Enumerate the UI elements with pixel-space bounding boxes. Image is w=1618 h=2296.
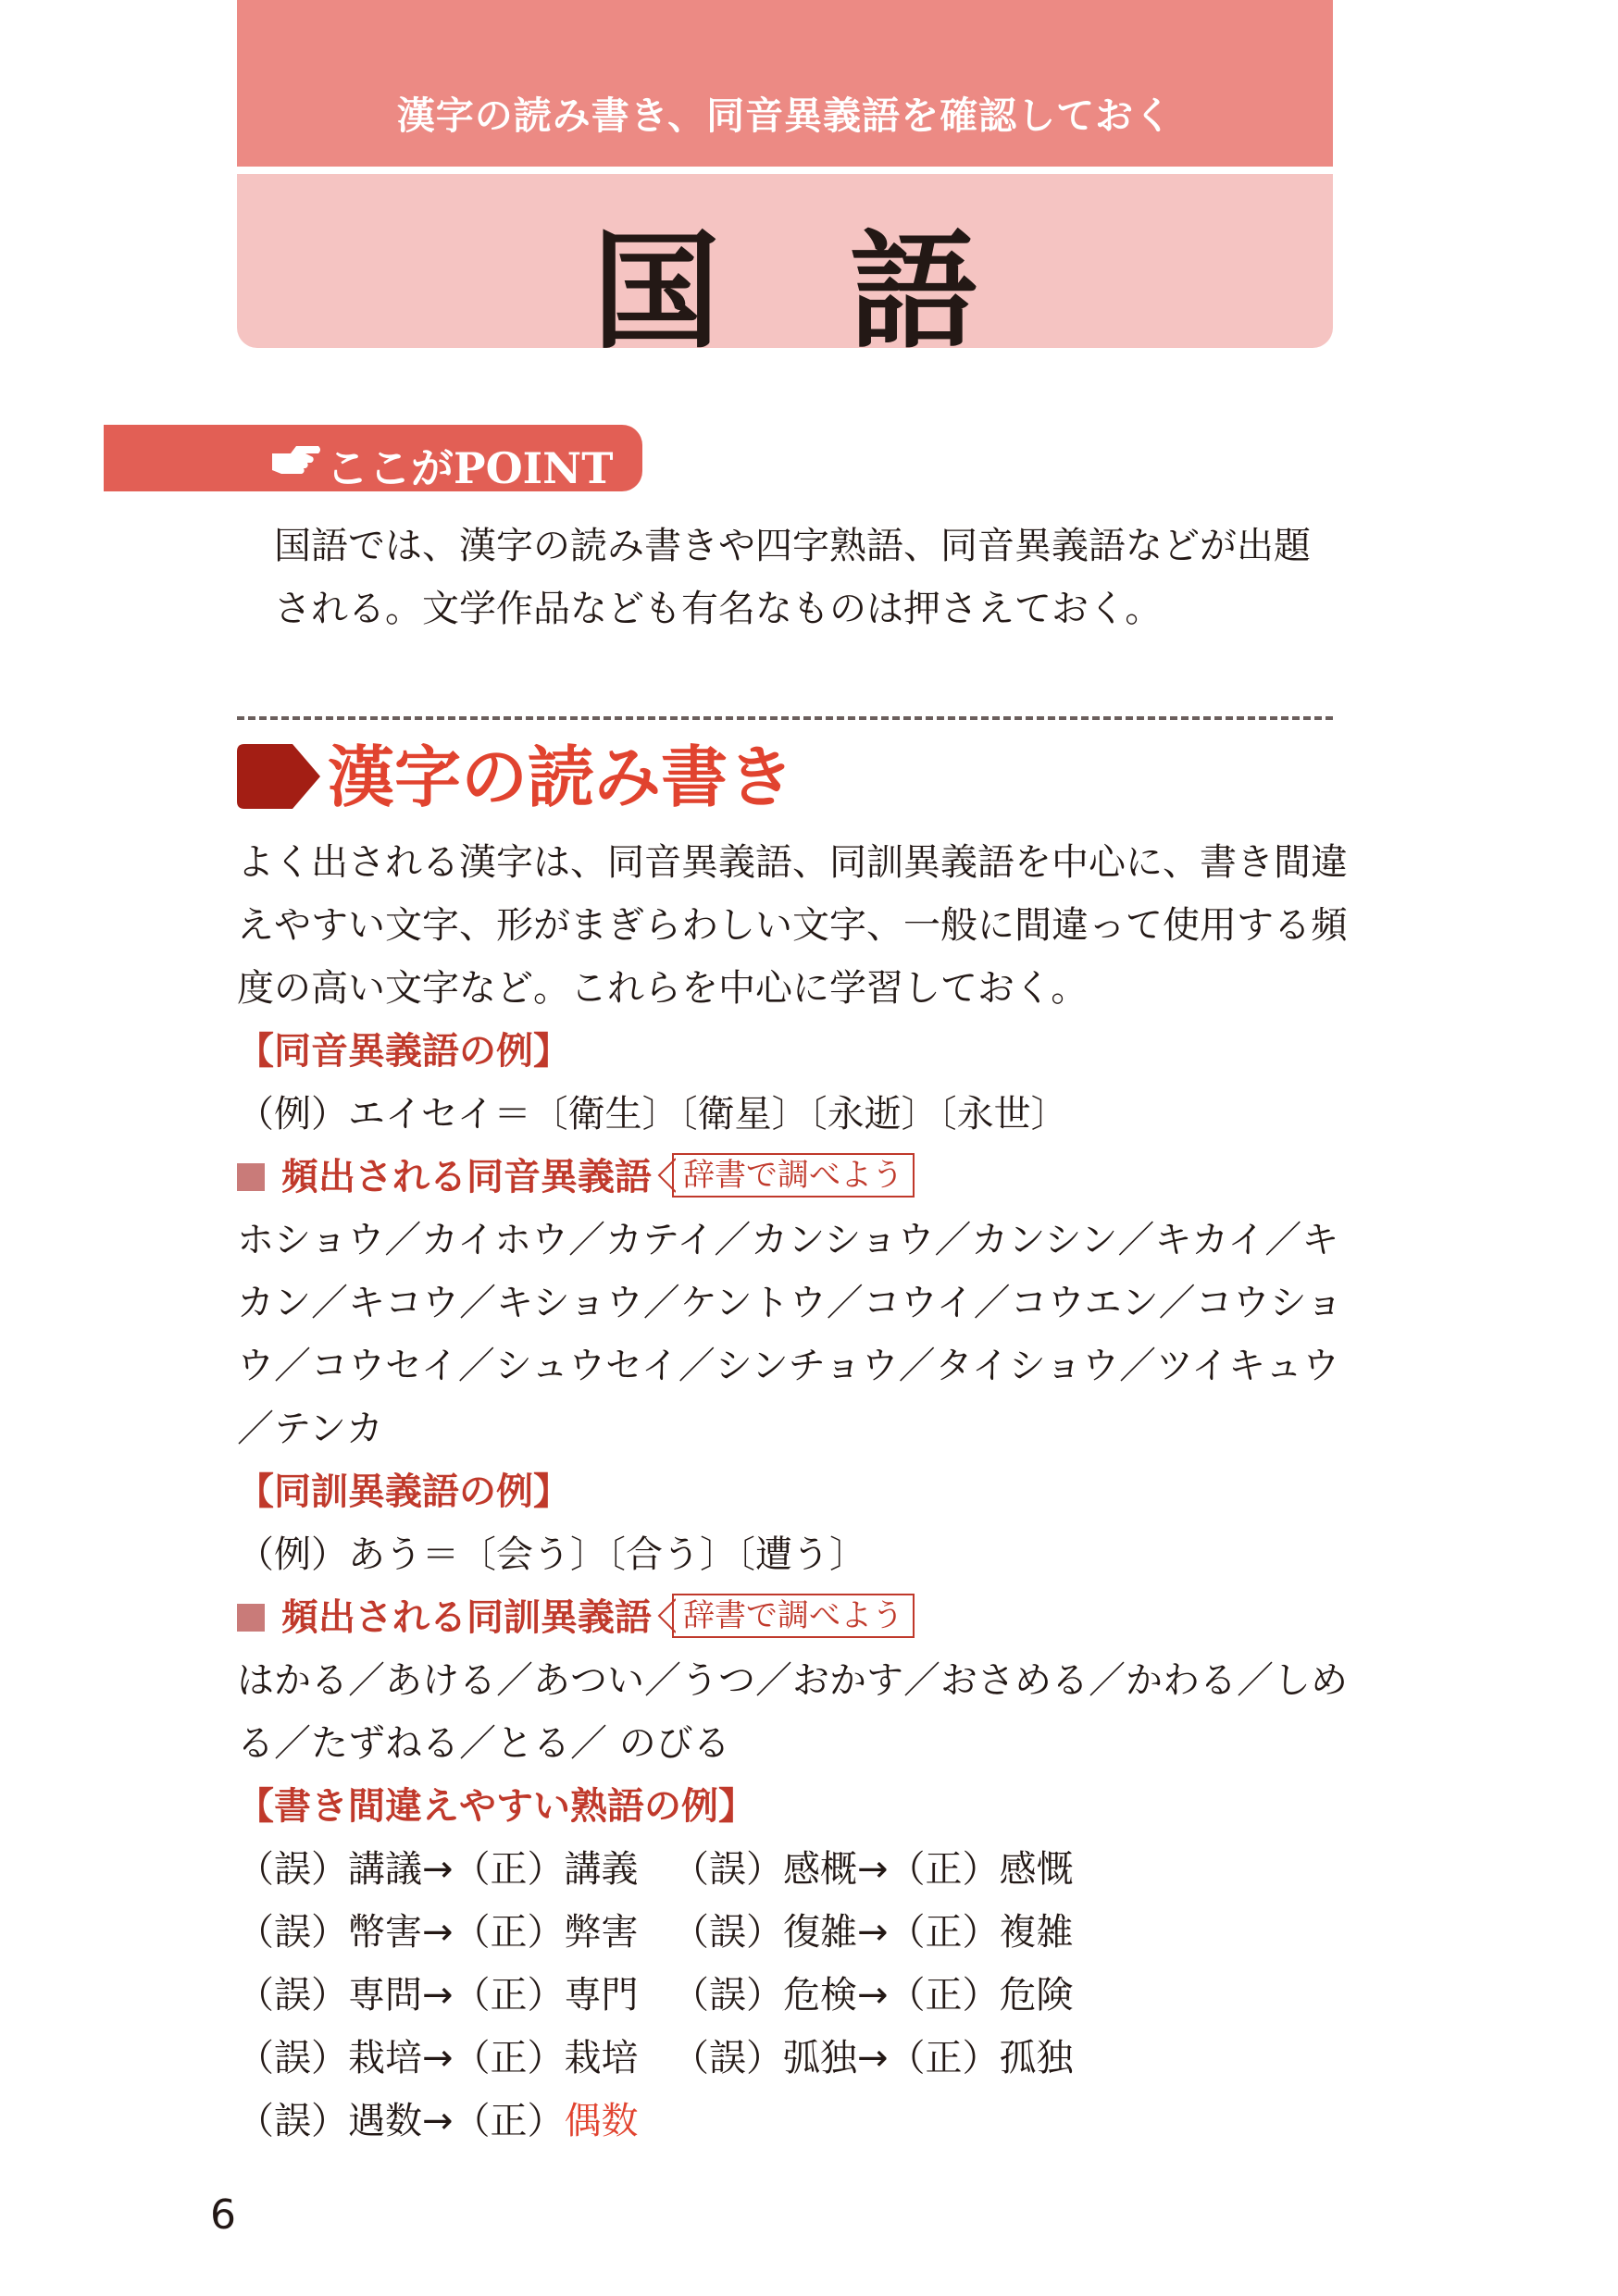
section-body xyxy=(237,831,1348,2153)
misspelling-row xyxy=(237,1901,1338,1964)
page-number: 6 xyxy=(210,2191,236,2239)
homonym-freq-row xyxy=(237,1586,1338,1649)
homophone-heading: 【同音異義語の例】 xyxy=(237,1030,570,1073)
point-label: ここがPOINT xyxy=(326,443,614,493)
homophone-freq-row xyxy=(237,1146,1338,1209)
header-top-band xyxy=(237,0,1333,167)
section-intro-line: えやすい文字、形がまぎらわしい文字、一般に間違って使用する頻 xyxy=(237,904,1348,947)
intro-line: される。文学作品なども有名なものは押さえておく。 xyxy=(274,588,1163,630)
homonym-list-line: る／たずねる／とる／ のびる xyxy=(237,1722,730,1765)
homophone-list-line: カン／キコウ／キショウ／ケントウ／コウイ／コウエン／コウショ xyxy=(237,1282,1343,1324)
homophone-freq-heading: 頻出される同音異義語 xyxy=(281,1156,652,1198)
misspelling-row xyxy=(237,1838,1338,1901)
dict-tag-label: 辞書で調べよう xyxy=(683,1157,903,1194)
section-intro-line: 度の高い文字など。これらを中心に学習しておく。 xyxy=(237,967,1089,1010)
intro-line: 国語では、漢字の読み書きや四字熟語、同音異義語などが出題 xyxy=(274,525,1311,567)
misspelling-row xyxy=(237,2027,1338,2090)
misspelling-last-prefix: （誤）遇数→（正） xyxy=(237,2100,565,2142)
pointing-hand-icon xyxy=(270,433,322,481)
misspelling-pair: （誤）危検→（正）危険 xyxy=(672,1974,1074,2017)
tag-arrow-icon xyxy=(657,1594,676,1638)
header-subtitle: 漢字の読み書き、同音異義語を確認しておく xyxy=(396,93,1174,138)
section-title: 漢字の読み書き xyxy=(328,738,795,816)
homophone-list-line: ／テンカ xyxy=(237,1408,383,1450)
tag-arrow-icon xyxy=(657,1153,676,1198)
misspelling-row-last xyxy=(237,2090,1338,2153)
misspelling-pair: （誤）幣害→（正）弊害 xyxy=(237,1911,639,1954)
misspelling-last-highlight: 偶数 xyxy=(564,2100,639,2142)
homonym-heading: 【同訓異義語の例】 xyxy=(237,1471,570,1513)
misspelling-pair: （誤）復雑→（正）複雑 xyxy=(672,1911,1074,1954)
square-bullet-icon xyxy=(237,1604,265,1632)
homophone-list-line: ウ／コウセイ／シュウセイ／シンチョウ／タイショウ／ツイキュウ xyxy=(237,1345,1339,1387)
section-badge-icon xyxy=(237,744,320,809)
square-bullet-icon xyxy=(237,1163,265,1191)
dict-tag xyxy=(672,1153,915,1198)
misspelling-row xyxy=(237,1964,1338,2027)
misspelling-pair: （誤）感概→（正）感慨 xyxy=(672,1848,1074,1891)
misspelling-pair: （誤）栽培→（正）栽培 xyxy=(237,2037,639,2079)
dict-tag xyxy=(672,1594,915,1638)
misspelling-pair: （誤）専問→（正）専門 xyxy=(237,1974,639,2017)
point-intro xyxy=(274,515,1329,640)
homophone-example: （例）エイセイ＝〔衛生〕〔衛星〕〔永逝〕〔永世〕 xyxy=(237,1093,1068,1136)
section-intro-line: よく出される漢字は、同音異義語、同訓異義語を中心に、書き間違 xyxy=(237,841,1348,884)
homonym-freq-heading: 頻出される同訓異義語 xyxy=(281,1596,652,1639)
homonym-example: （例）あう＝〔会う〕〔合う〕〔遭う〕 xyxy=(237,1533,866,1576)
homonym-list-line: はかる／あける／あつい／うつ／おかす／おさめる／かわる／しめ xyxy=(237,1659,1348,1702)
homophone-list-line: ホショウ／カイホウ／カテイ／カンショウ／カンシン／キカイ／キ xyxy=(237,1219,1339,1261)
misspelling-pair: （誤）弧独→（正）孤独 xyxy=(672,2037,1074,2079)
dict-tag-label: 辞書で調べよう xyxy=(683,1597,903,1634)
misspelling-pair: （誤）講議→（正）講義 xyxy=(237,1848,639,1891)
misspelling-heading: 【書き間違えやすい熟語の例】 xyxy=(237,1785,755,1828)
page-title: 国語 xyxy=(592,217,1107,366)
dashed-divider xyxy=(237,716,1333,720)
